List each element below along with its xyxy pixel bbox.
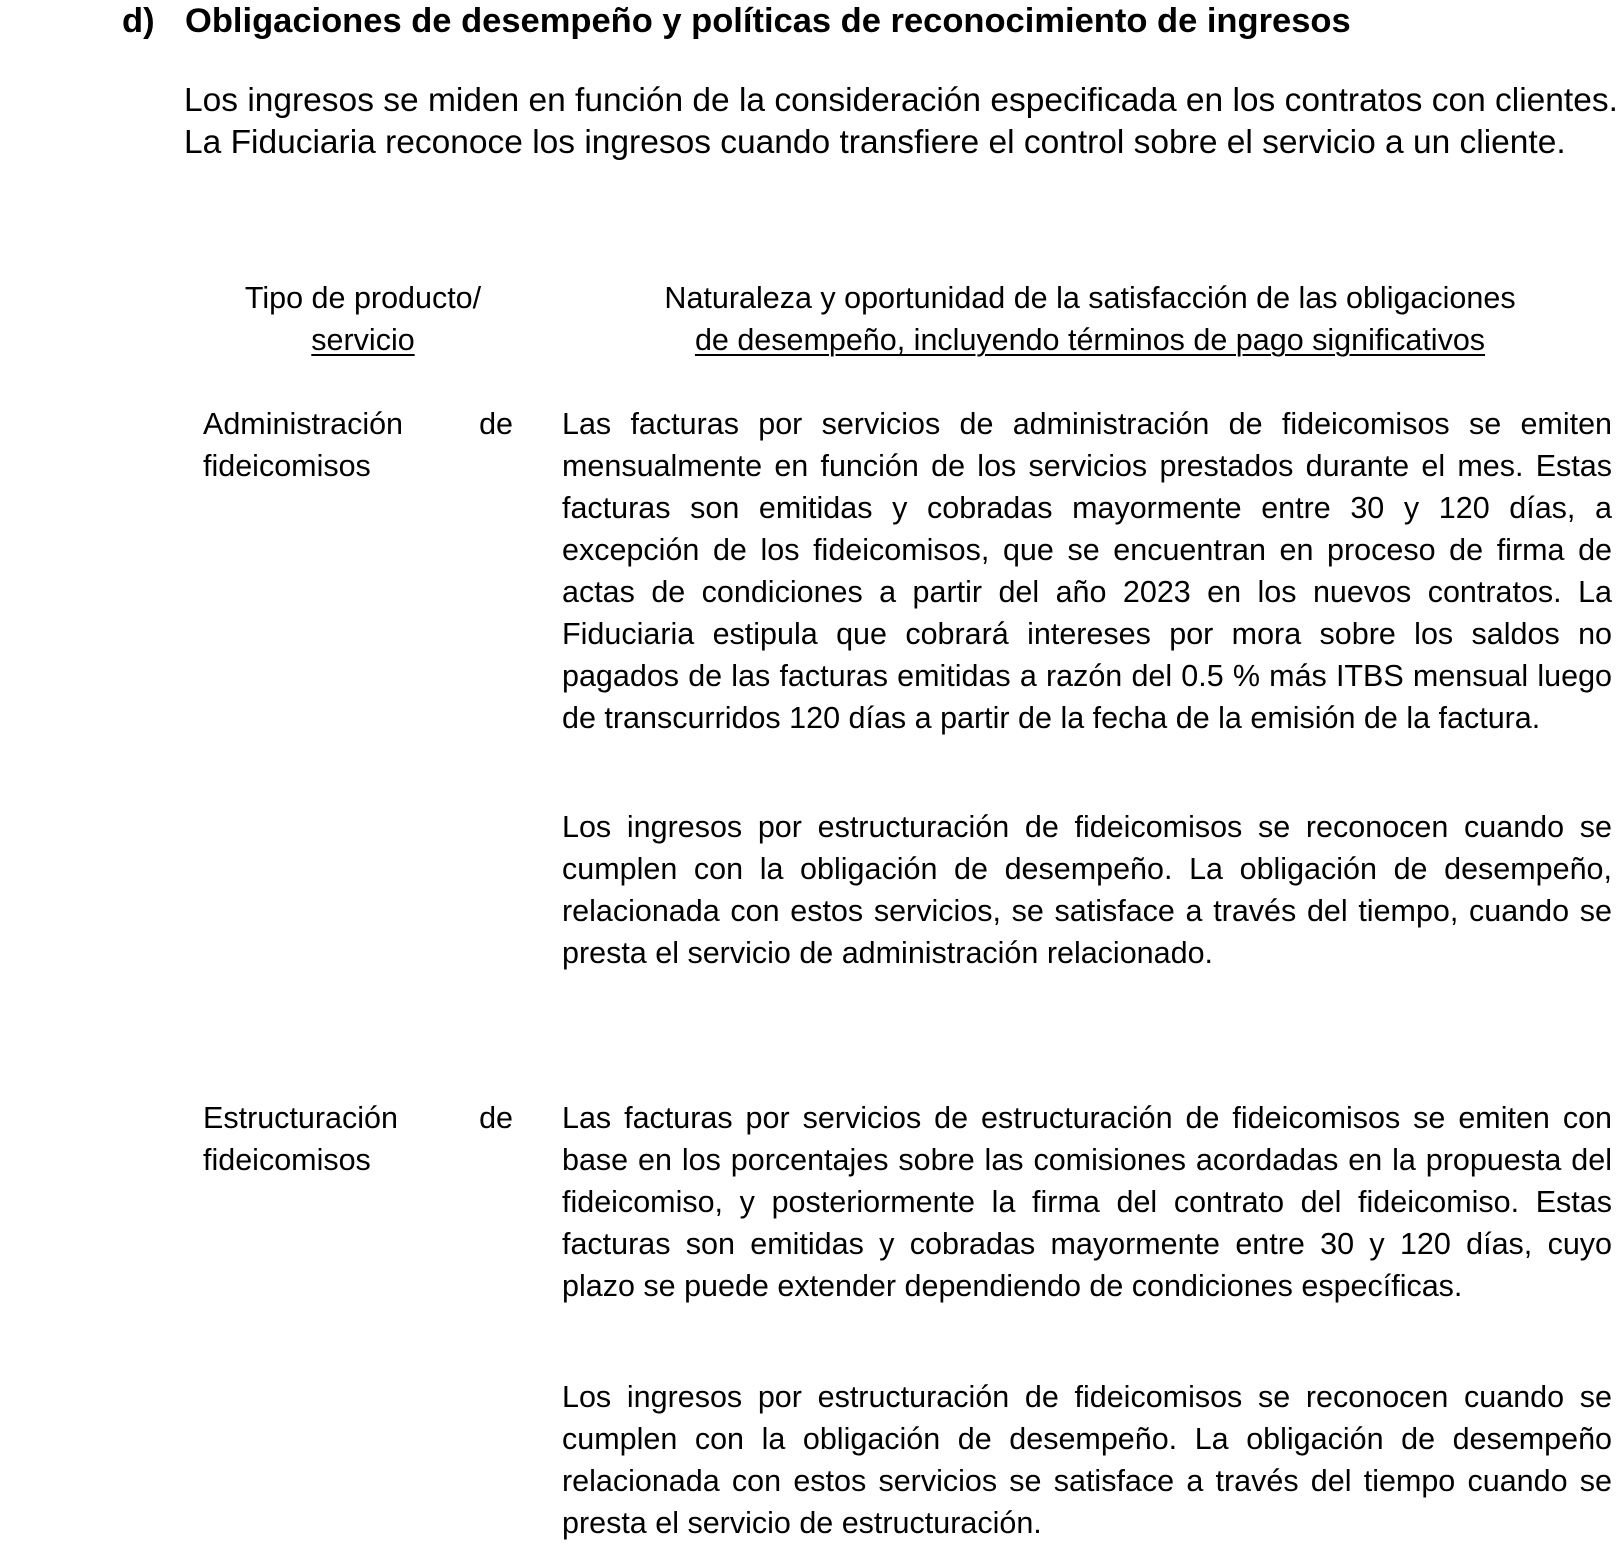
- estructuracion-paragraph-2: Los ingresos por estructuración de fideicomisos se reconocen cuando se cumplen con la obligación de desempeño. La obligación de desempeño relacionada con estos servicios se satisface a través del tiempo cuando se presta el servicio de estructuración.: [562, 1380, 1612, 1540]
- estructuracion-paragraph-1: Las facturas por servicios de estructuración de fideicomisos se emiten con base en los porcentajes sobre las comisiones acordadas en la propuesta del fideicomiso, y posteriormente la firma del contrato del fideicomiso. Estas facturas son emitidas y cobradas mayormente entre 30 y 120 días, cuyo plazo se puede extender dependiendo de condiciones específicas.: [562, 1101, 1612, 1303]
- column-header-nature: [560, 277, 1620, 361]
- row-label-administracion-line2: fideicomisos: [203, 449, 371, 483]
- column-header-nature-line2: de desempeño, incluyendo términos de pago significativos: [694, 323, 1486, 357]
- row-label-administracion-word2: de: [479, 407, 513, 441]
- column-header-product: [198, 277, 528, 361]
- section-heading: [122, 0, 1351, 42]
- column-header-nature-line1: Naturaleza y oportunidad de la satisfacción de las obligaciones: [664, 281, 1516, 315]
- administracion-paragraph-1: Las facturas por servicios de administración de fideicomisos se emiten mensualmente en función de los servicios prestados durante el mes. Estas facturas son emitidas y cobradas mayormente entre 30 y 120 días, a excepción de los fideicomisos, que se encuentran en proceso de firma de actas de condiciones a partir del año 2023 en los nuevos contratos. La Fiduciaria estipula que cobrará intereses por mora sobre los saldos no pagados de las facturas emitidas a razón del 0.5 % más ITBS mensual luego de transcurridos 120 días a partir de la fecha de la emisión de la factura.: [562, 407, 1612, 735]
- section-marker: d): [122, 2, 155, 40]
- row-label-administracion-word1: Administración: [203, 407, 404, 441]
- column-header-product-line2: servicio: [311, 323, 415, 357]
- intro-paragraph: Los ingresos se miden en función de la consideración especificada en los contratos con clientes. La Fiduciaria reconoce los ingresos cuando transfiere el control sobre el servicio a un cliente.: [184, 82, 1618, 161]
- row-label-administracion: [203, 403, 513, 487]
- section-title: Obligaciones de desempeño y políticas de reconocimiento de ingresos: [185, 2, 1351, 40]
- column-header-product-line1: Tipo de producto/: [244, 281, 482, 315]
- row-label-estructuracion: Estructuración de fideicomisos: [203, 1101, 513, 1177]
- administracion-paragraph-2: Los ingresos por estructuración de fideicomisos se reconocen cuando se cumplen con la obligación de desempeño. La obligación de desempeño, relacionada con estos servicios, se satisface a través del tiempo, cuando se presta el servicio de administración relacionado.: [562, 810, 1612, 970]
